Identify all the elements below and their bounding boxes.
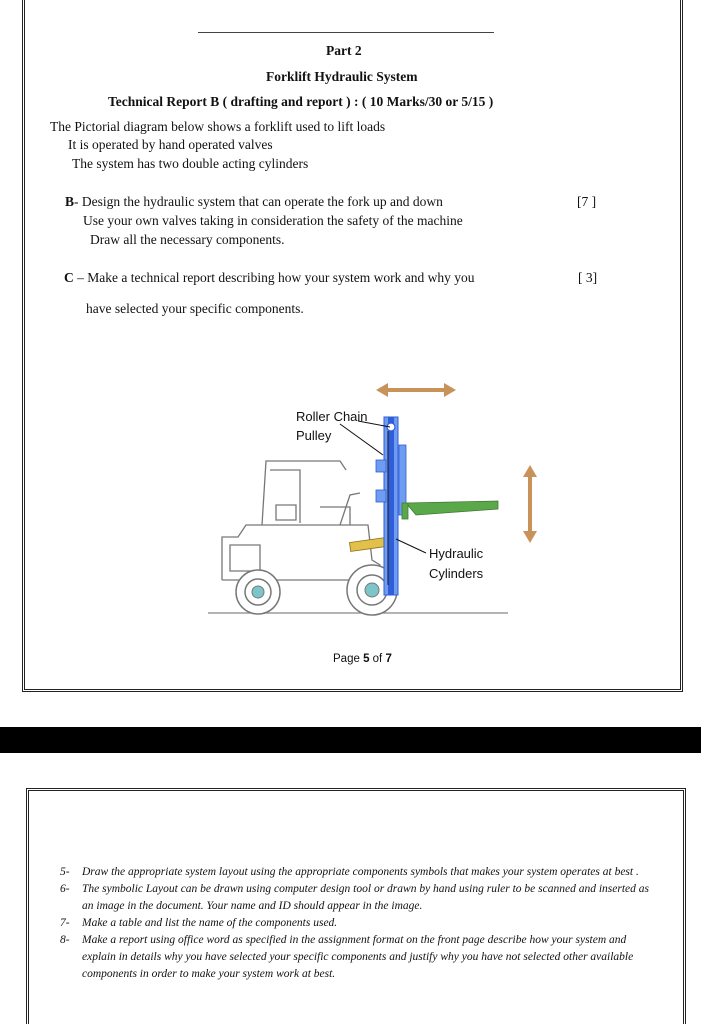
instruction-list [60, 864, 650, 983]
list-item-text: Make a table and list the name of the components used. [82, 917, 338, 929]
task-c-line-2: have selected your specific components. [86, 301, 304, 316]
task-b-line-2: Use your own valves taking in consideration the safety of the machine [83, 213, 463, 228]
task-b-marks: [7 ] [577, 194, 597, 209]
list-item-number: 5- [60, 866, 70, 878]
system-title: Forklift Hydraulic System [266, 69, 418, 84]
list-item [60, 864, 650, 881]
rear-wheel [236, 570, 280, 614]
report-title: Technical Report B ( drafting and report ) : ( 10 Marks/30 or 5/15 ) [108, 94, 494, 109]
list-item-text: The symbolic Layout can be drawn using computer design tool or drawn by hand using ruler to be scanned and inserted as an image in the document. Your name and ID should appear in the image. [82, 883, 649, 912]
label-cylinders: Cylinders [429, 566, 484, 581]
page-current: 5 [363, 653, 370, 665]
task-c-line-1 [64, 270, 475, 286]
task-b-text: - Design the hydraulic system that can operate the fork up and down [74, 194, 443, 209]
tilt-cylinder [349, 538, 386, 552]
forklift-diagram [200, 375, 560, 625]
vertical-motion-arrow [523, 465, 537, 543]
label-roller-chain: Roller Chain [296, 409, 368, 424]
task-c-text: – Make a technical report describing how your system work and why you [73, 270, 475, 285]
part-title: Part 2 [326, 43, 362, 58]
task-c-marks: [ 3] [578, 270, 598, 285]
label-pulley: Pulley [296, 428, 332, 443]
fork [402, 501, 498, 519]
intro-line-2: It is operated by hand operated valves [68, 137, 273, 152]
list-item-text: Make a report using office word as specified in the assignment format on the front page describe how your system and explain in details why you have selected your specific components and justify why you have not selected other available components in order to make your system work at best. [82, 934, 634, 980]
page-footer [333, 651, 392, 667]
top-rule [198, 32, 494, 33]
list-item [60, 915, 650, 932]
intro-line-1: The Pictorial diagram below shows a forklift used to lift loads [50, 119, 386, 134]
page-footer-prefix: Page [333, 653, 364, 665]
task-b-label: B [65, 194, 75, 209]
task-c-label: C [64, 270, 74, 285]
list-item-text: Draw the appropriate system layout using the appropriate components symbols that makes your system operates at best . [82, 866, 639, 878]
label-hydraulic: Hydraulic [429, 546, 484, 561]
page-separator-band [0, 727, 701, 753]
list-item-number: 7- [60, 917, 70, 929]
list-item [60, 881, 650, 915]
list-item-number: 8- [60, 934, 70, 946]
list-item-number: 6- [60, 883, 70, 895]
page-footer-middle: of [369, 653, 386, 665]
task-b-line-1 [65, 194, 443, 210]
page-total: 7 [385, 653, 392, 665]
task-b-line-3: Draw all the necessary components. [90, 232, 285, 247]
horizontal-motion-arrow [376, 383, 456, 397]
forklift-body [222, 461, 380, 585]
intro-line-3: The system has two double acting cylinders [72, 156, 309, 171]
list-item [60, 932, 650, 983]
